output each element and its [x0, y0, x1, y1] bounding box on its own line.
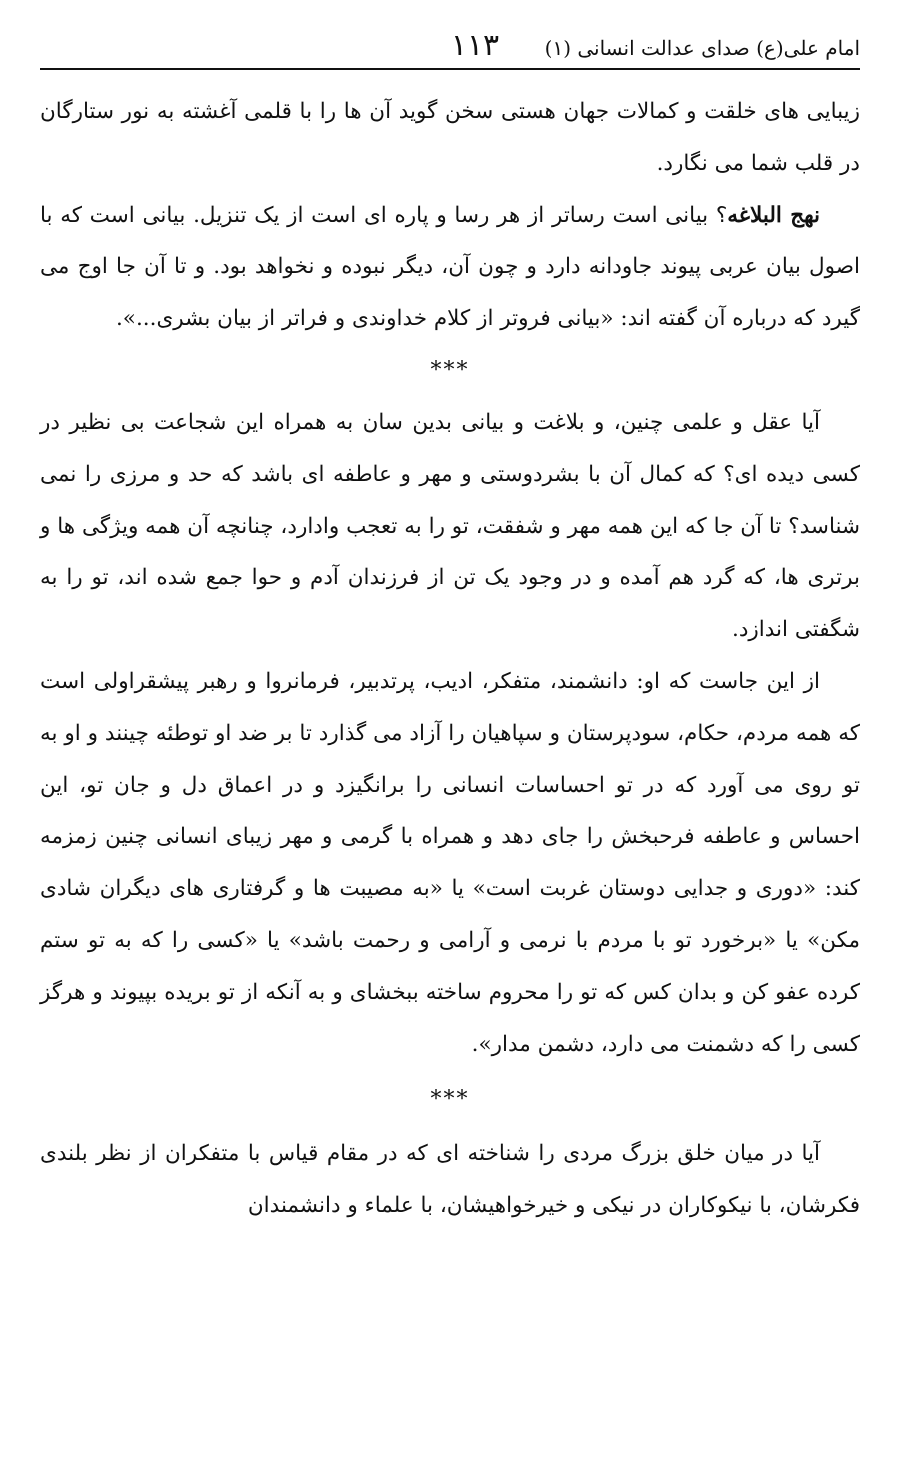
paragraph-2-text: ؟ بیانی است رساتر از هر رسا و پاره ای است از یک تنزیل. بیانی است که با اصول بیان عربی پیوند جاودانه دارد و چون آن، دیگر نبوده و نخواهد بود. و تا آن جا اوج می گیرد که درباره آن گفته اند: «بیانی فروتر از کلام خداوندی و فراتر از بیان بشری...». — [40, 202, 860, 332]
paragraph-4: از این جاست که او: دانشمند، متفکر، ادیب، پرتدبیر، فرمانروا و رهبر پیشقراولی است که همه مردم، حکام، سودپرستان و سپاهیان را آزاد می گذارد تا بر ضد او توطئه چینند و او به تو روی می آورد که در تو احساسات انسانی را برانگیزد و در اعماق دل و جان تو، این احساس و عاطفه فرحبخش را جای دهد و همراه با گرمی و مهر زیبای انسانی چنین زمزمه کند: «دوری و جدایی دوستان غربت است» یا «به مصیبت ها و گرفتاری های دیگران شادی مکن» یا «برخورد تو با مردم با نرمی و آرامی و رحمت باشد» یا «کسی را که به تو ستم کرده عفو کن و بدان کس که تو را محروم ساخته ببخشای و به آنکه از تو بریده بپیوند و هرگز کسی را که دشمنت می دارد، دشمن مدار». — [40, 668, 860, 1057]
paragraph-3: آیا عقل و علمی چنین، و بلاغت و بیانی بدین سان به همراه این شجاعت بی نظیر در کسی دیده ای؟ که کمال آن با بشردوستی و مهر و عاطفه ای باشد که حد و مرزی را نمی شناسد؟ تا آن جا که این همه مهر و شفقت، تو را به تعجب وادارد، چنانچه آن همه ویژگی ها و برتری ها، که گرد هم آمده و در وجود یک تن از فرزندان آدم و حوا جمع شده اند، تو را به شگفتی اندازد. — [40, 409, 860, 643]
page-header — [40, 22, 860, 70]
page-number: ۱۱۳ — [450, 28, 500, 63]
page-body — [40, 86, 860, 1232]
paragraph-1: زیبایی های خلقت و کمالات جهان هستی سخن گوید آن ها را با قلمی آغشته به نور ستارگان در قلب شما می نگارد. — [40, 99, 860, 176]
paragraph-5: آیا در میان خلق بزرگ مردی را شناخته ای که در مقام قیاس با متفکران از نظر بلندی فکرشان، با نیکوکاران در نیکی و خیرخواهیشان، با علماء و دانشمندان — [40, 1141, 860, 1219]
book-title-nahj-al-balagha: نهج البلاغه — [727, 202, 820, 228]
running-title: امام علی(ع) صدای عدالت انسانی (۱) — [544, 36, 860, 60]
section-separator: *** — [430, 1087, 470, 1113]
section-separator: *** — [430, 357, 470, 383]
paragraph-2 — [40, 190, 860, 345]
